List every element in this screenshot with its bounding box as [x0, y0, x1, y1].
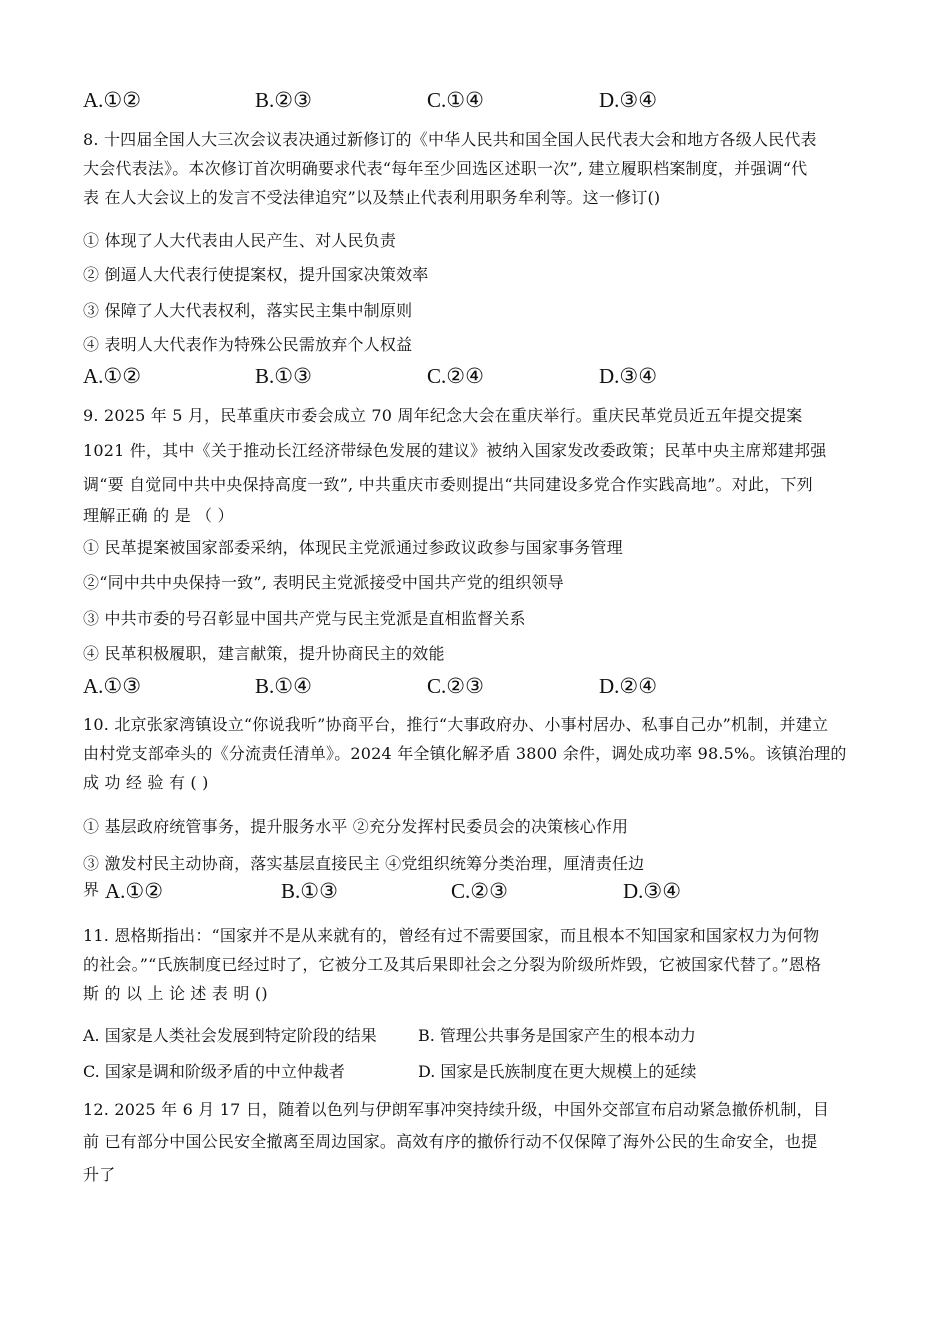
- q11-choice-c[interactable]: C. 国家是调和阶级矛盾的中立仲裁者: [83, 1062, 345, 1081]
- q9-stem-line: 理解正确 的 是 （ ）: [83, 506, 234, 525]
- q10-stem-line: 由村党支部牵头的《分流责任清单》。2024 年全镇化解矛盾 3800 余件，调处成功率 98.5%。该镇治理的: [83, 744, 847, 763]
- q9-item: ③ 中共市委的号召彰显中国共产党与民主党派是直相监督关系: [83, 609, 526, 628]
- q10-option-a[interactable]: A.①②: [105, 879, 164, 903]
- q8-item: ③ 保障了人大代表权利，落实民主集中制原则: [83, 301, 413, 320]
- q8-option-c[interactable]: C.②④: [427, 364, 484, 388]
- q9-item: ① 民革提案被国家部委采纳，体现民主党派通过参政议政参与国家事务管理: [83, 538, 623, 557]
- q10-option-d[interactable]: D.③④: [623, 879, 682, 903]
- q10-item: ③ 激发村民主动协商，落实基层直接民主 ④党组织统筹分类治理，厘清责任边: [83, 854, 645, 873]
- q12-stem-line: 升了: [83, 1165, 116, 1184]
- q7-options: [83, 86, 873, 114]
- q9-item: ④ 民革积极履职，建言献策，提升协商民主的效能: [83, 644, 445, 663]
- q11-choice-b[interactable]: B. 管理公共事务是国家产生的根本动力: [418, 1026, 696, 1045]
- q11-stem-line: 斯 的 以 上 论 述 表 明 (): [83, 984, 268, 1003]
- q10-stem-line: 10. 北京张家湾镇设立“你说我听”协商平台，推行“大事政府办、小事村居办、私事自己办”机制，并建立: [83, 715, 829, 734]
- q12-stem-line: 前 已有部分中国公民安全撤离至周边国家。高效有序的撤侨行动不仅保障了海外公民的生命安全，也提: [83, 1132, 818, 1151]
- q8-options: [83, 362, 873, 390]
- q9-stem-line: 9. 2025 年 5 月，民革重庆市委会成立 70 周年纪念大会在重庆举行。重庆民革党员近五年提交提案: [83, 406, 803, 425]
- q11-stem-line: 11. 恩格斯指出：“国家并不是从来就有的，曾经有过不需要国家，而且根本不知国家和国家权力为何物: [83, 926, 820, 945]
- q9-item: ②“同中共中央保持一致”, 表明民主党派接受中国共产党的组织领导: [83, 573, 564, 592]
- q7-option-d[interactable]: D.③④: [599, 88, 658, 112]
- q7-option-a[interactable]: A.①②: [83, 88, 142, 112]
- q11-choice-d[interactable]: D. 国家是氏族制度在更大规模上的延续: [418, 1062, 697, 1081]
- q8-item: ② 倒逼人大代表行使提案权，提升国家决策效率: [83, 265, 429, 284]
- q9-stem-line: 1021 件，其中《关于推动长江经济带绿色发展的建议》被纳入国家发改委政策；民革中央主席郑建邦强: [83, 441, 827, 460]
- q11-choice-a[interactable]: A. 国家是人类社会发展到特定阶段的结果: [83, 1026, 377, 1045]
- q8-option-b[interactable]: B.①③: [255, 364, 312, 388]
- q9-option-b[interactable]: B.①④: [255, 674, 312, 698]
- q9-stem-line: 调“要 自觉同中共中央保持高度一致”, 中共重庆市委则提出“共同建设多党合作实践高地”。对此，下列: [83, 475, 813, 494]
- q11-stem-line: 的社会。”“氏族制度已经过时了，它被分工及其后果即社会之分裂为阶级所炸毁，它被国家代替了。”恩格: [83, 955, 822, 974]
- q9-options: [83, 672, 873, 700]
- q9-option-a[interactable]: A.①③: [83, 674, 142, 698]
- q9-option-d[interactable]: D.②④: [599, 674, 658, 698]
- q10-item-tail: 界: [83, 880, 100, 899]
- q8-stem-line: 大会代表法》。本次修订首次明确要求代表“每年至少回选区述职一次”, 建立履职档案制度，并强调“代: [83, 159, 808, 178]
- q8-item: ① 体现了人大代表由人民产生、对人民负责: [83, 231, 397, 250]
- q10-stem-line: 成 功 经 验 有 ( ): [83, 773, 209, 792]
- q7-option-c[interactable]: C.①④: [427, 88, 484, 112]
- q10-option-b[interactable]: B.①③: [281, 879, 338, 903]
- q12-stem-line: 12. 2025 年 6 月 17 日，随着以色列与伊朗军事冲突持续升级，中国外交部宣布启动紧急撤侨机制，目: [83, 1100, 830, 1119]
- q8-stem-line: 8. 十四届全国人大三次会议表决通过新修订的《中华人民共和国全国人民代表大会和地方各级人民代表: [83, 130, 817, 149]
- q10-options: [83, 877, 873, 905]
- q9-option-c[interactable]: C.②③: [427, 674, 484, 698]
- q7-option-b[interactable]: B.②③: [255, 88, 312, 112]
- q8-option-d[interactable]: D.③④: [599, 364, 658, 388]
- q10-option-c[interactable]: C.②③: [451, 879, 508, 903]
- q8-option-a[interactable]: A.①②: [83, 364, 142, 388]
- q8-item: ④ 表明人大代表作为特殊公民需放弃个人权益: [83, 335, 413, 354]
- q10-item: ① 基层政府统管事务，提升服务水平 ②充分发挥村民委员会的决策核心作用: [83, 817, 629, 836]
- q8-stem-line: 表 在人大会议上的发言不受法律追究”以及禁止代表利用职务牟利等。这一修订(): [83, 188, 661, 207]
